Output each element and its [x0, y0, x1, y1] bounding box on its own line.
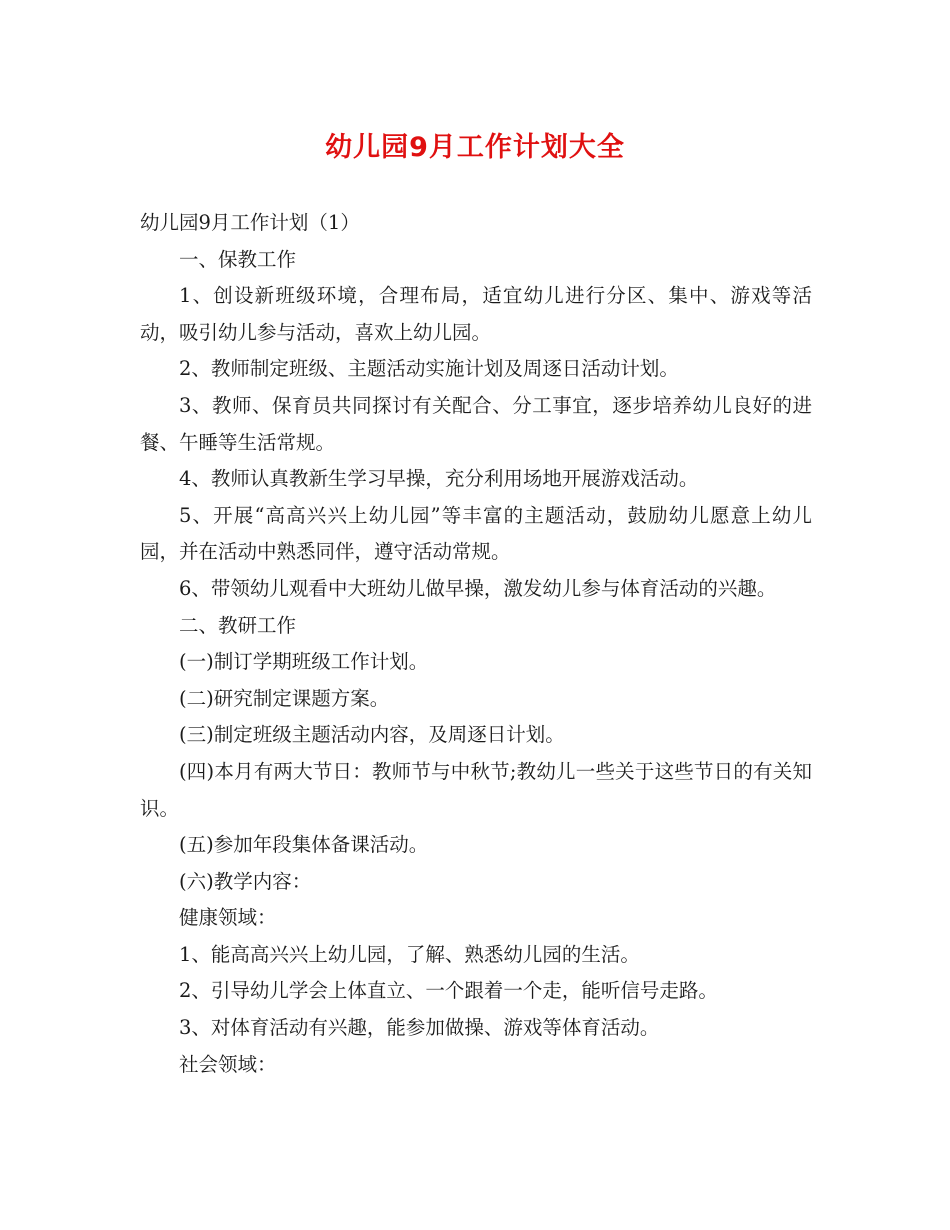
paragraph: 1、创设新班级环境，合理布局，适宜幼儿进行分区、集中、游戏等活动，吸引幼儿参与活动，喜欢上幼儿园。	[140, 284, 812, 344]
paragraph: (六)教学内容：	[179, 869, 312, 893]
paragraph: 1、能高高兴兴上幼儿园，了解、熟悉幼儿园的生活。	[179, 942, 640, 966]
paragraph: 2、教师制定班级、主题活动实施计划及周逐日活动计划。	[179, 357, 679, 381]
paragraph: 健康领域：	[179, 906, 277, 930]
paragraph: 6、带领幼儿观看中大班幼儿做早操，激发幼儿参与体育活动的兴趣。	[179, 576, 777, 600]
paragraph: (一)制订学期班级工作计划。	[179, 650, 429, 674]
paragraph: 3、对体育活动有兴趣，能参加做操、游戏等体育活动。	[179, 1016, 660, 1040]
document-body	[140, 205, 812, 1083]
paragraph: 二、教研工作	[179, 613, 297, 637]
paragraph: 2、引导幼儿学会上体直立、一个跟着一个走，能听信号走路。	[179, 979, 718, 1003]
paragraph: 幼儿园9月工作计划（1）	[140, 211, 360, 234]
paragraph: 4、教师认真教新生学习早操，充分利用场地开展游戏活动。	[179, 467, 699, 491]
paragraph: (四)本月有两大节日：教师节与中秋节;教幼儿一些关于这些节日的有关知识。	[140, 759, 812, 820]
paragraph: (三)制定班级主题活动内容，及周逐日计划。	[179, 723, 565, 747]
paragraph: 一、保教工作	[179, 247, 297, 271]
document-title: 幼儿园9月工作计划大全	[325, 132, 625, 163]
paragraph: 社会领域：	[179, 1052, 277, 1076]
paragraph: (五)参加年段集体备课活动。	[179, 833, 429, 857]
paragraph: 3、教师、保育员共同探讨有关配合、分工事宜，逐步培养幼儿良好的进餐、午睡等生活常规。	[140, 393, 812, 454]
paragraph: (二)研究制定课题方案。	[179, 686, 390, 710]
paragraph: 5、开展“高高兴兴上幼儿园”等丰富的主题活动，鼓励幼儿愿意上幼儿园，并在活动中熟悉同伴，遵守活动常规。	[140, 503, 812, 564]
